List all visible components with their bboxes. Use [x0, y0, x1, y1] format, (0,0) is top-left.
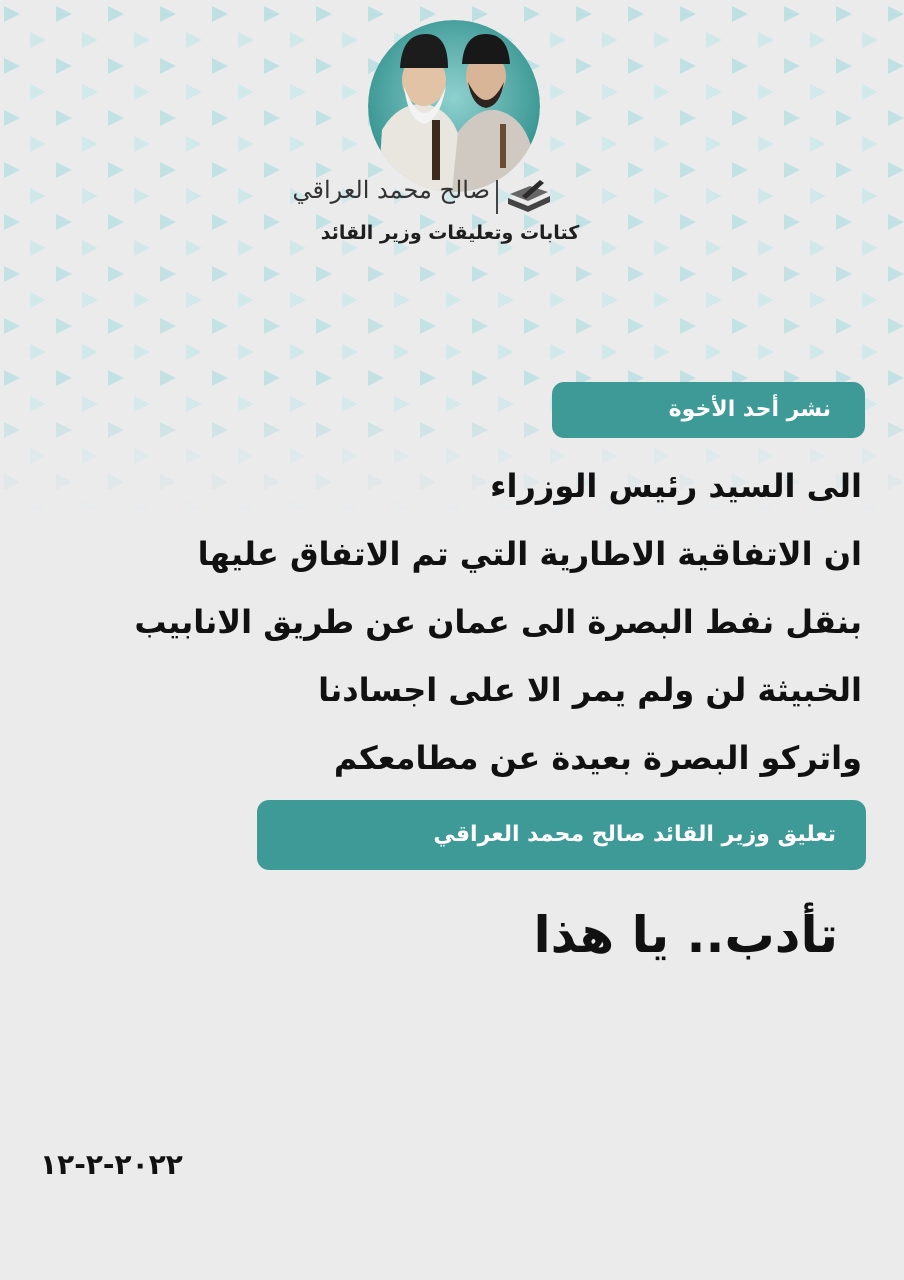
- message-line: واتركو البصرة بعيدة عن مطامعكم: [333, 739, 862, 777]
- message-body: [40, 452, 862, 792]
- post-label-badge: نشر أحد الأخوة: [552, 382, 865, 438]
- logo-divider: [496, 180, 498, 214]
- message-line: الى السيد رئيس الوزراء: [490, 467, 862, 505]
- message-line: الخبيثة لن ولم يمر الا على اجسادنا: [318, 671, 862, 709]
- message-line: بنقل نفط البصرة الى عمان عن طريق الانابيب: [134, 603, 862, 641]
- tagline: كتابات وتعليقات وزير القائد: [320, 222, 580, 244]
- portrait-photo: [368, 20, 540, 192]
- header: [0, 0, 904, 260]
- logo-text: صالح محمد العراقي: [292, 176, 490, 204]
- logo: [292, 170, 560, 220]
- comment-label-badge: تعليق وزير القائد صالح محمد العراقي: [257, 800, 866, 870]
- reply-text: تأدب.. يا هذا: [533, 906, 838, 964]
- message-line: ان الاتفاقية الاطارية التي تم الاتفاق عليها: [197, 535, 862, 573]
- book-pen-icon: [504, 176, 554, 220]
- date: ٢٠٢٢-٢-١٢: [40, 1148, 183, 1181]
